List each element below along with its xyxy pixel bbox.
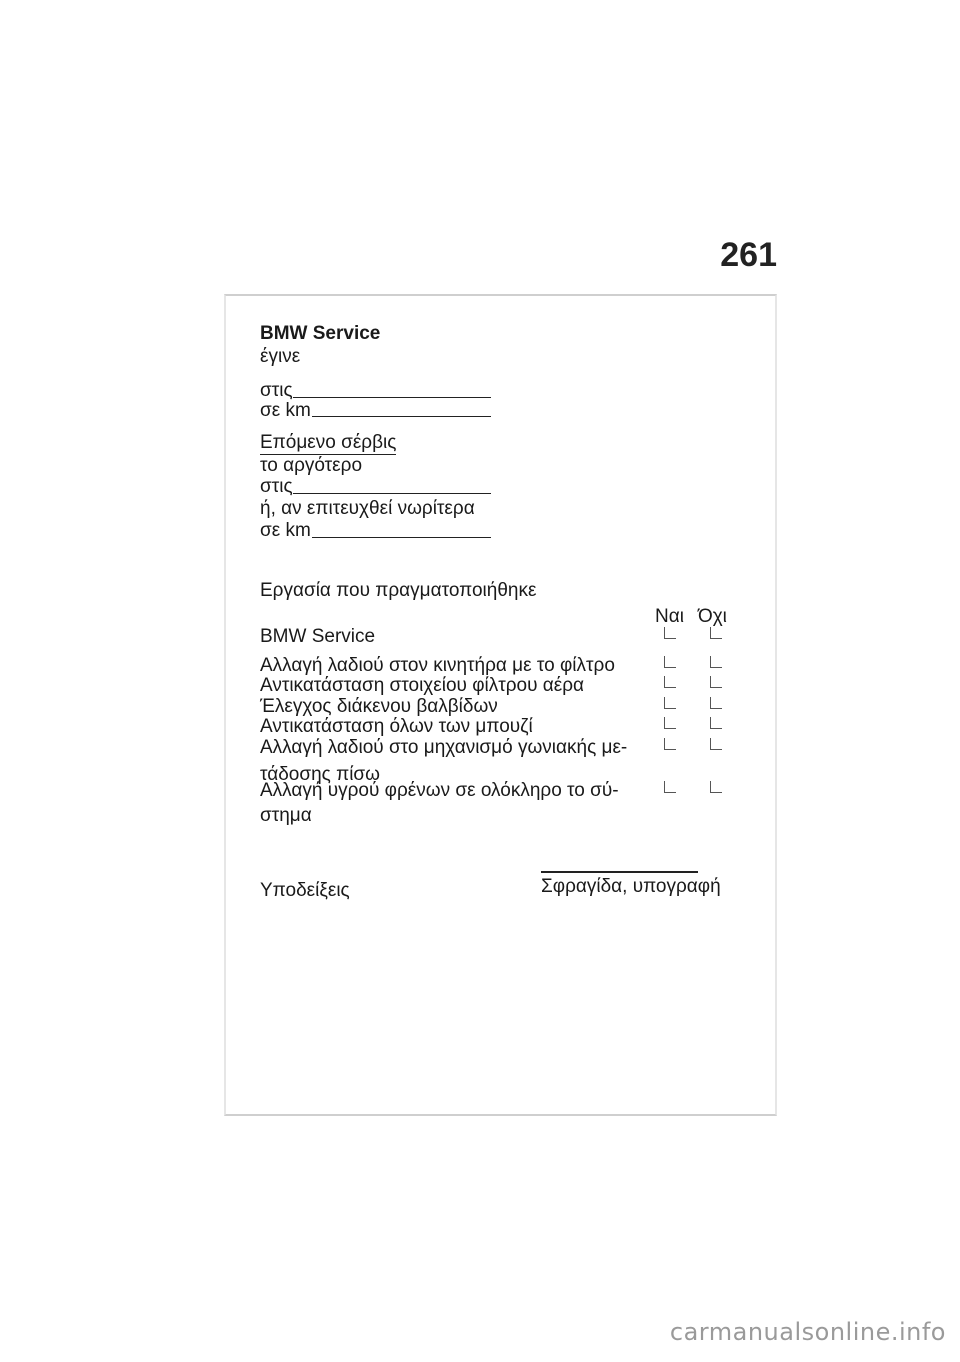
work-item-label: Αλλαγή λαδιού στον κινητήρα με το φίλτρο: [260, 655, 615, 676]
notes-label: Υποδείξεις: [260, 880, 350, 901]
work-item-yes-checkbox[interactable]: [664, 676, 676, 688]
work-item-yes-checkbox[interactable]: [664, 738, 676, 750]
work-item-label: Αντικατάσταση όλων των μπουζί: [260, 716, 533, 737]
work-item-label: Αλλαγή λαδιού στο μηχανισμό γωνιακής με-: [260, 737, 628, 758]
service-km-field[interactable]: [312, 416, 491, 417]
work-item-no-checkbox[interactable]: [710, 697, 722, 709]
work-item-label-cont: στημα: [260, 805, 312, 826]
no-column-header: Όχι: [698, 606, 727, 627]
service-date-label: στις: [260, 380, 293, 401]
signature-line[interactable]: [541, 871, 698, 873]
service-done-label: έγινε: [260, 346, 301, 367]
work-item-no-checkbox[interactable]: [710, 781, 722, 793]
work-item-no-checkbox[interactable]: [710, 656, 722, 668]
service-title: BMW Service: [260, 323, 381, 344]
work-item-yes-checkbox[interactable]: [664, 717, 676, 729]
work-item-label-cont: τάδοσης πίσω: [260, 764, 380, 785]
work-item-yes-checkbox[interactable]: [664, 697, 676, 709]
next-service-date-label: στις: [260, 476, 293, 497]
work-item-yes-checkbox[interactable]: [664, 781, 676, 793]
stamp-signature-label: Σφραγίδα, υπογραφή: [541, 876, 721, 897]
work-item-label: Αλλαγή υγρού φρένων σε ολόκληρο το σύ-: [260, 780, 619, 801]
work-item-no-checkbox[interactable]: [710, 627, 722, 639]
work-item-label: Αντικατάσταση στοιχείου φίλτρου αέρα: [260, 675, 585, 696]
service-date-field[interactable]: [293, 397, 491, 398]
next-service-latest-label: το αργότερο: [260, 455, 363, 476]
yes-column-header: Ναι: [655, 606, 684, 627]
work-item-yes-checkbox[interactable]: [664, 656, 676, 668]
work-heading: Εργασία που πραγματοποιήθηκε: [260, 580, 537, 601]
work-item-label: Έλεγχος διάκενου βαλβίδων: [260, 696, 498, 717]
work-item-no-checkbox[interactable]: [710, 738, 722, 750]
next-service-heading: Επόμενο σέρβις: [260, 432, 397, 453]
work-item-no-checkbox[interactable]: [710, 717, 722, 729]
service-km-label: σε km: [260, 400, 311, 421]
watermark: carmanualsonline.info: [669, 1318, 946, 1346]
work-item-label: BMW Service: [260, 626, 376, 647]
work-item-no-checkbox[interactable]: [710, 676, 722, 688]
next-service-km-label: σε km: [260, 520, 311, 541]
next-service-date-field[interactable]: [293, 493, 491, 494]
next-service-or-earlier: ή, αν επιτευχθεί νωρίτερα: [260, 498, 475, 519]
page-number: 261: [720, 236, 777, 274]
next-service-km-field[interactable]: [312, 537, 491, 538]
next-service-heading-wrap: [260, 432, 396, 454]
work-item-yes-checkbox[interactable]: [664, 627, 676, 639]
